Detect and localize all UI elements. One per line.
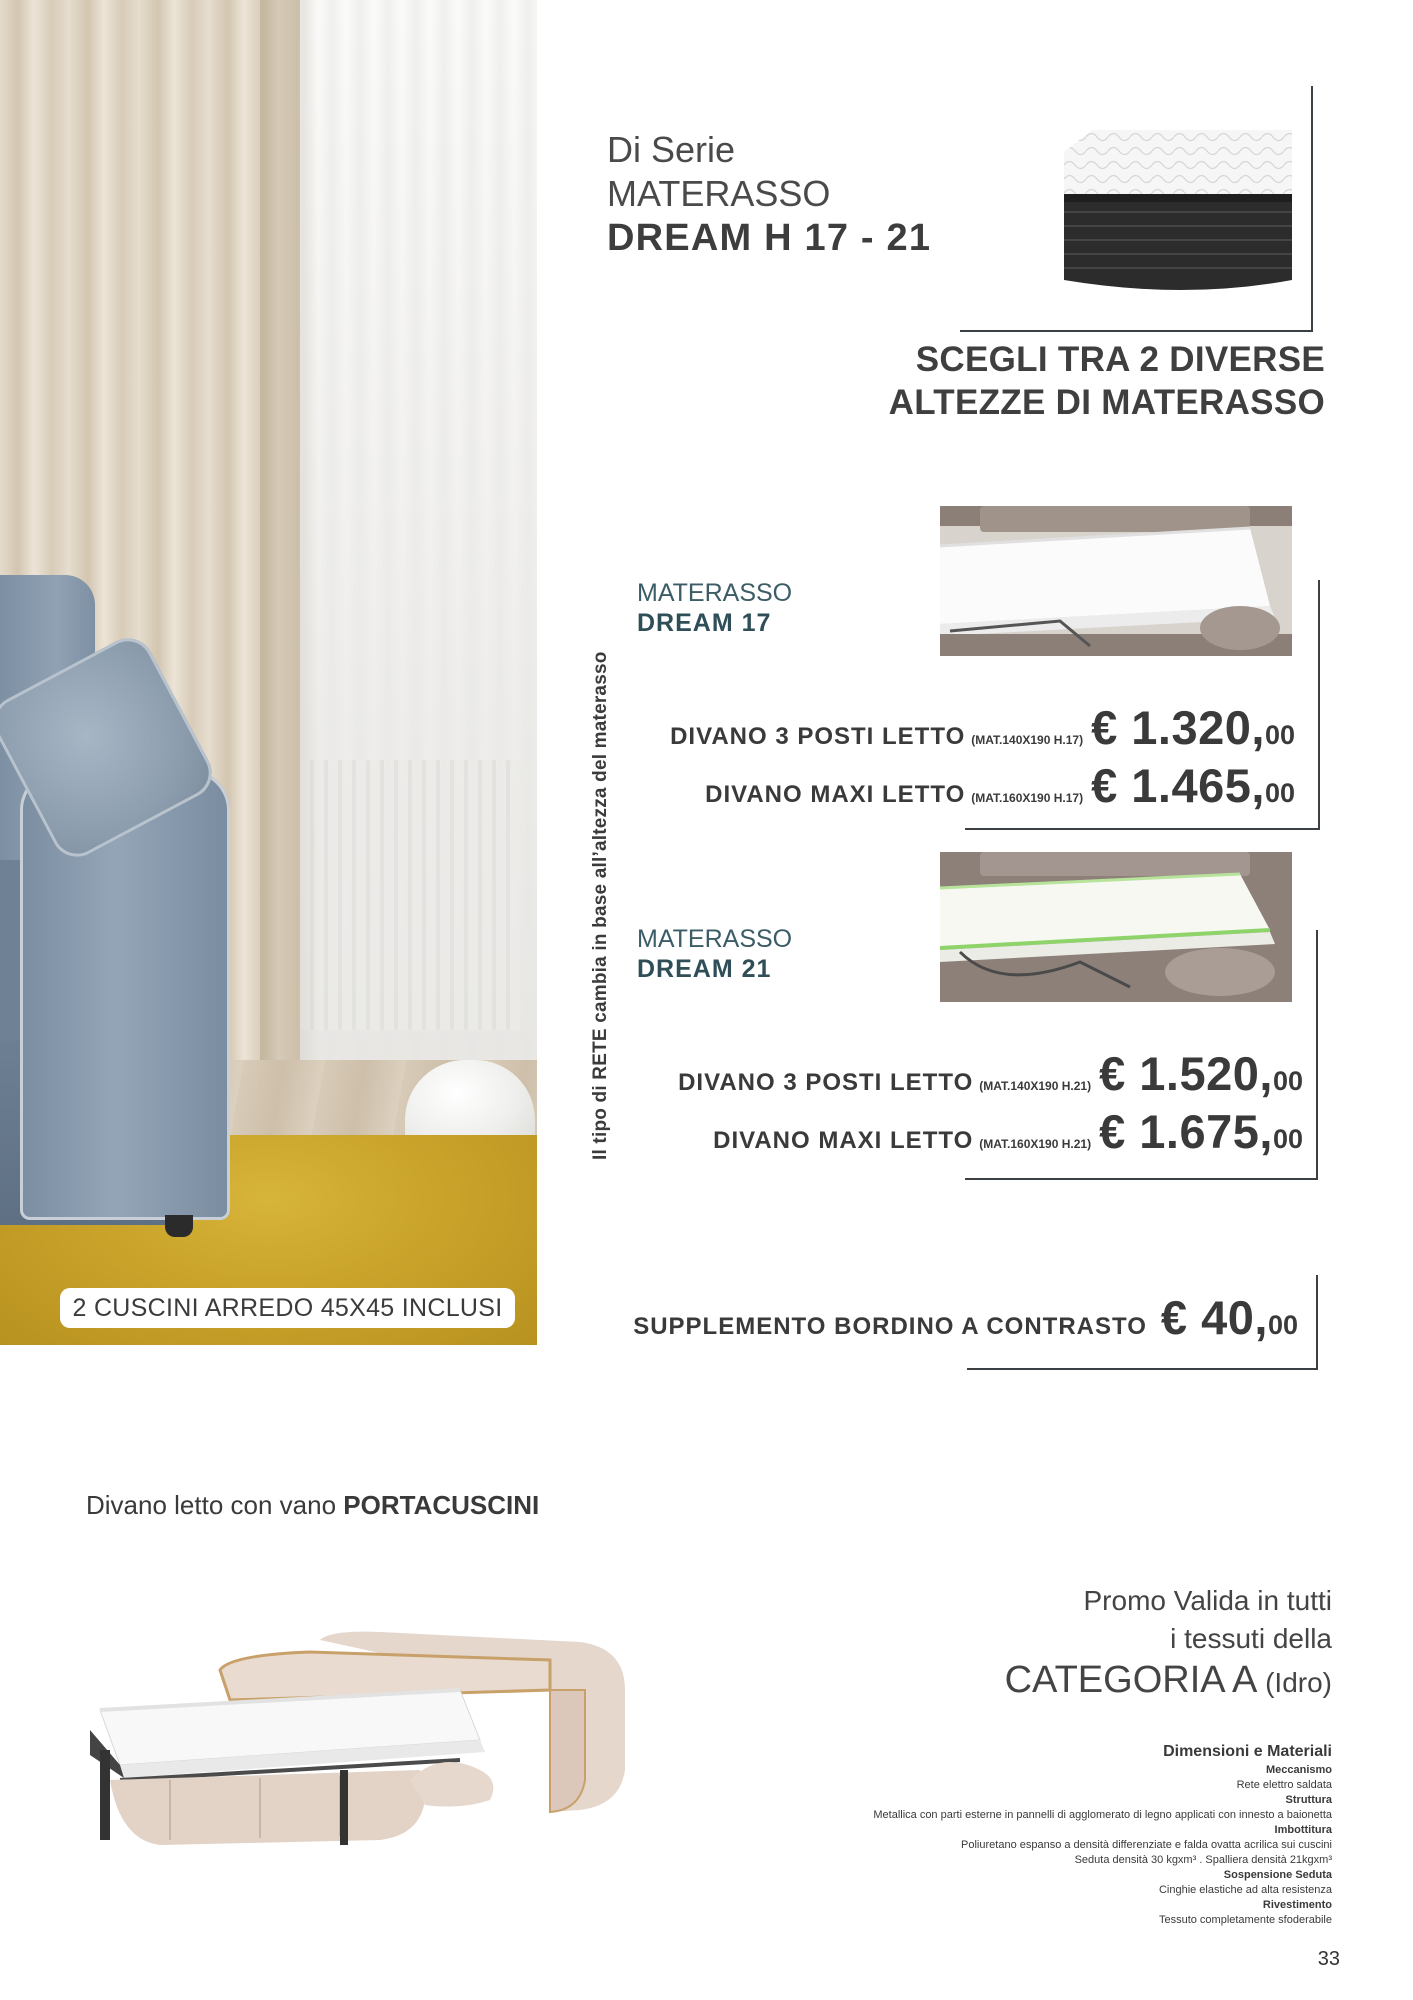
price-amount: € 1.465, [1091,759,1265,812]
header-frame-vertical [1311,86,1313,331]
spec-heading: Struttura [1285,1794,1332,1806]
price-cents: 00 [1264,720,1295,750]
dream17-frame-vertical [1318,580,1320,830]
spec-text: Seduta densità 30 kgxm³ . Spalliera densità 21kgxm³ [1074,1854,1332,1866]
product-name: DIVANO MAXI LETTO [713,1127,974,1154]
promo-line-3 [900,1658,1332,1702]
promo-line-1: Promo Valida in tutti [1083,1585,1332,1616]
dream17-label-line-1: MATERASSO [637,579,793,607]
sofabed-caption [86,1490,539,1521]
choose-heights-heading [840,338,1325,424]
mattress-spec: (MAT.160X190 H.17) [971,791,1084,805]
dream17-label-line-2: DREAM 17 [637,609,772,637]
price-cents: 00 [1264,778,1295,808]
dream17-price-row-2 [610,758,1295,813]
promo-line-2: i tessuti della [1170,1623,1332,1654]
dream17-label [637,578,792,638]
header-frame-horizontal [960,330,1313,332]
promo-category-note: (Idro) [1265,1667,1332,1698]
hero-photo [0,0,537,1345]
spec-text: Rete elettro saldata [1236,1779,1332,1791]
dream17-frame-horizontal [965,828,1320,830]
supplement-cents: 00 [1267,1310,1298,1340]
product-name: DIVANO 3 POSTI LETTO [678,1069,974,1096]
price-amount: € 1.675, [1099,1105,1273,1158]
product-name: DIVANO MAXI LETTO [705,781,966,808]
mattress-spec: (MAT.140X190 H.21) [979,1079,1092,1093]
dream21-bed-image [940,852,1292,1002]
dream21-label-line-1: MATERASSO [637,925,793,953]
sofa-leg [165,1215,193,1237]
spec-text: Cinghie elastiche ad alta resistenza [1158,1884,1332,1896]
supplement-name: SUPPLEMENTO BORDINO A CONTRASTO [633,1313,1147,1340]
supplement-row [610,1290,1298,1345]
spec-text: Poliuretano espanso a densità differenziate e falda ovatta acrilica sui cuscini [961,1839,1332,1851]
dream21-frame-vertical [1316,930,1318,1180]
dream21-frame-horizontal [965,1178,1318,1180]
price-amount: € 1.320, [1091,701,1265,754]
sofabed-caption-bold: PORTACUSCINI [343,1490,540,1520]
price-amount: € 1.520, [1099,1047,1273,1100]
spec-heading: Imbottitura [1274,1824,1332,1836]
dream21-price-row-1 [610,1046,1303,1101]
page-number: 33 [1317,1948,1340,1970]
supplement-amount: € 40, [1160,1291,1268,1344]
cushions-included-badge: 2 CUSCINI ARREDO 45X45 INCLUSI [72,1293,503,1322]
dream17-price-row-1 [610,700,1295,755]
series-heading [607,128,931,260]
price-cents: 00 [1272,1066,1303,1096]
dream21-price-row-2 [610,1104,1303,1159]
series-line-1: Di Serie [607,129,736,170]
supplement-frame-vertical [1316,1275,1318,1370]
promo-block [900,1582,1332,1702]
specs-block [700,1743,1332,1928]
mattress-spec: (MAT.140X190 H.17) [971,733,1084,747]
radiator-cover [300,760,520,1030]
rete-side-note-text: Il tipo di RETE cambia in base all’altezza del materasso [590,651,611,1160]
spec-heading: Sospensione Seduta [1223,1869,1332,1881]
choose-line-2: ALTEZZE DI MATERASSO [888,383,1325,422]
dream21-label [637,924,792,984]
series-line-3: DREAM H 17 - 21 [607,217,932,259]
series-line-2: MATERASSO [607,173,831,214]
mattress-dream-image [1064,130,1292,300]
dream17-bed-image [940,506,1292,656]
product-name: DIVANO 3 POSTI LETTO [670,723,966,750]
spec-text: Tessuto completamente sfoderabile [1158,1914,1332,1926]
specs-title: Dimensioni e Materiali [1163,1743,1332,1760]
promo-category: CATEGORIA A [1004,1659,1258,1701]
sofabed-caption-prefix: Divano letto con vano [86,1490,337,1520]
curtain-shadow [260,0,320,1180]
sofabed-portacuscini-image [80,1630,635,1860]
price-cents: 00 [1272,1124,1303,1154]
dream21-label-line-2: DREAM 21 [637,955,772,983]
choose-line-1: SCEGLI TRA 2 DIVERSE [915,340,1325,379]
mattress-spec: (MAT.160X190 H.21) [979,1137,1092,1151]
spec-heading: Meccanismo [1265,1764,1332,1776]
supplement-frame-horizontal [967,1368,1318,1370]
spec-text: Metallica con parti esterne in pannelli di agglomerato di legno applicati con innesto a baionetta [873,1809,1332,1821]
spec-heading: Rivestimento [1262,1899,1332,1911]
